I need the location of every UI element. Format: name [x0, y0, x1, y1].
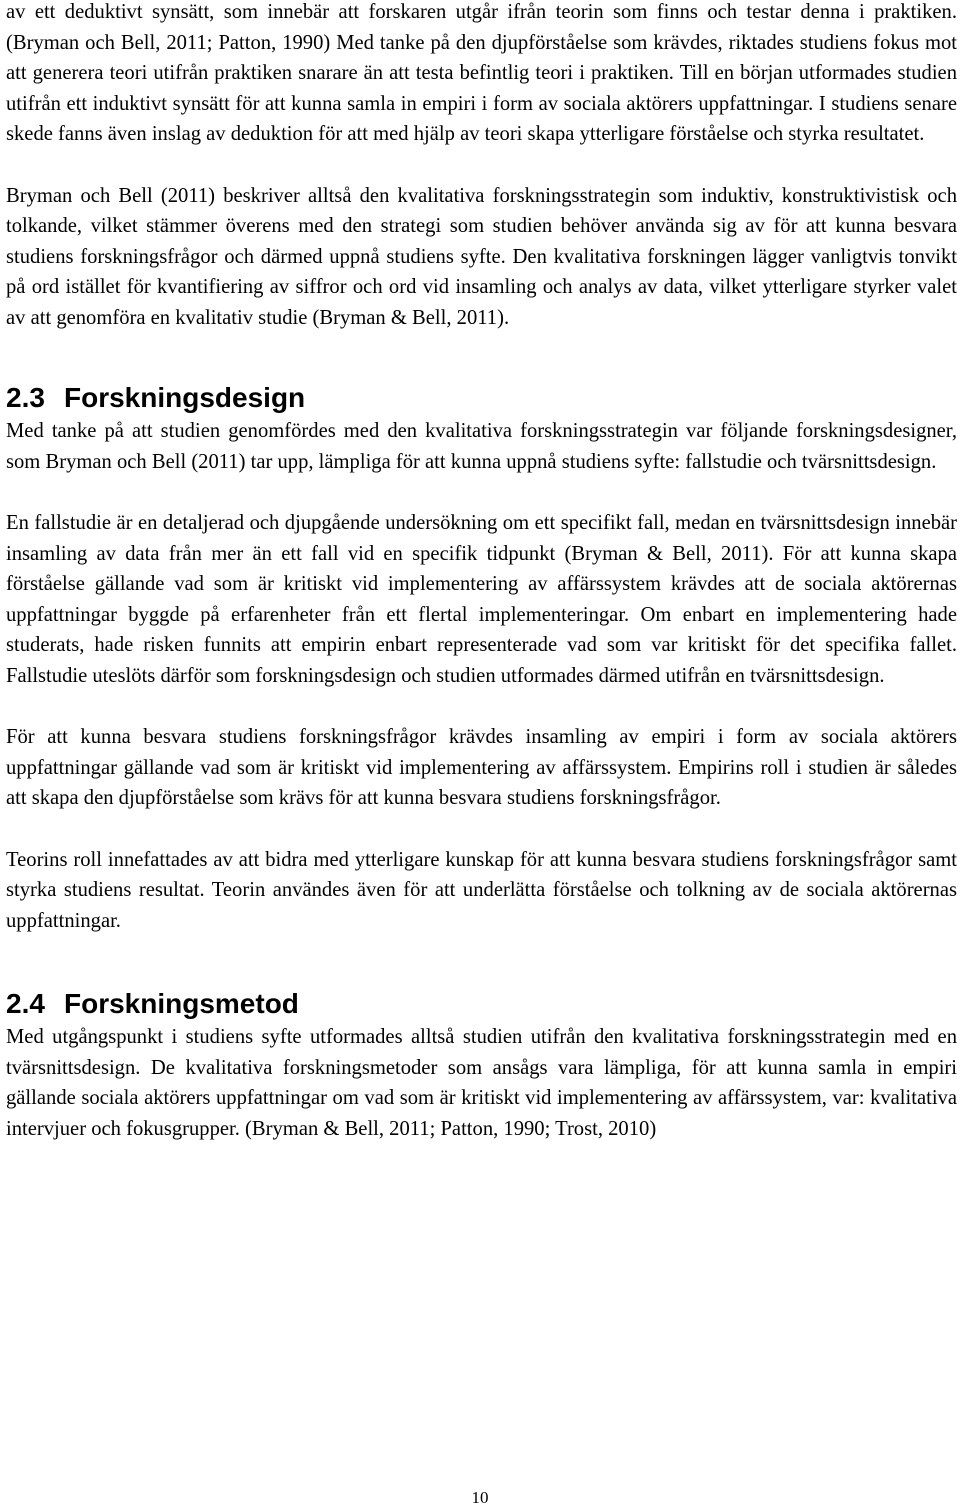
paragraph-research-designs: Med tanke på att studien genomfördes med den kvalitativa forskningsstrategin var följande forskningsdesigner, som Bryman och Bell (2011) tar upp, lämpliga för att kunna uppnå studiens syfte: fallstudie och tvärsnittsdesign.: [6, 420, 957, 473]
section-heading-forskningsmetod: [6, 986, 957, 1022]
section-title: Forskningsmetod: [64, 988, 299, 1019]
paragraph-research-methods: Med utgångspunkt i studiens syfte utformades alltså studien utifrån den kvalitativa forskningsstrategin med en tvärsnittsdesign. De kvalitativa forskningsmetoder som ansågs vara lämpliga, för att kunna samla in empiri gällande sociala aktörers uppfattningar om vad som är kritiskt vid implementering av affärssystem, var: kvalitativa intervjuer och fokusgrupper. (Bryman & Bell, 2011; Patton, 1990; Trost, 2010): [6, 1026, 957, 1140]
paragraph-case-study: En fallstudie är en detaljerad och djupgående undersökning om ett specifikt fall, medan en tvärsnittsdesign innebär insamling av data från mer än ett fall vid en specifik tidpunkt (Bryman & Bell, 2011). För att kunna skapa förståelse gällande vad som är kritiskt vid implementering av affärssystem krävdes att de sociala aktörernas uppfattningar byggde på erfarenheter från ett flertal implementeringar. Om enbart en implementering hade studerats, hade risken funnits att empirin enbart representerade vad som var kritiskt för det specifika fallet. Fallstudie uteslöts därför som forskningsdesign och studien utformades därmed utifrån en tvärsnittsdesign.: [6, 512, 957, 687]
paragraph-empirical-role: För att kunna besvara studiens forskningsfrågor krävdes insamling av empiri i form av sociala aktörers uppfattningar gällande vad som är kritiskt vid implementering av affärssystem. Empirins roll i studien är således att skapa den djupförståelse som krävs för att kunna besvara studiens forskningsfrågor.: [6, 726, 957, 809]
section-heading-forskningsdesign: [6, 380, 957, 416]
section-number: 2.4: [6, 988, 45, 1019]
document-page: [6, 0, 957, 1144]
page-number: 10: [471, 1488, 489, 1507]
section-number: 2.3: [6, 382, 45, 413]
paragraph-deductive-approach: av ett deduktivt synsätt, som innebär att forskaren utgår ifrån teorin som finns och testar denna i praktiken. (Bryman och Bell, 2011; Patton, 1990) Med tanke på den djupförståelse som krävdes, riktades studiens fokus mot att generera teori utifrån praktiken snarare än att testa befintlig teori i praktiken. Till en början utformades studien utifrån ett induktivt synsätt för att kunna samla in empiri i form av sociala aktörers uppfattningar. I studiens senare skede fanns även inslag av deduktion för att med hjälp av teori skapa ytterligare förståelse och styrka resultatet.: [6, 1, 957, 145]
section-title: Forskningsdesign: [64, 382, 306, 413]
paragraph-qualitative-strategy: Bryman och Bell (2011) beskriver alltså den kvalitativa forskningsstrategin som induktiv, konstruktivistisk och tolkande, vilket stämmer överens med den strategi som studien behöver använda sig av för att kunna besvara studiens forskningsfrågor och därmed uppnå studiens syfte. Den kvalitativa forskningen lägger vanligtvis tonvikt på ord istället för kvantifiering av siffror och ord vid insamling och analys av data, vilket ytterligare styrker valet av att genomföra en kvalitativ studie (Bryman & Bell, 2011).: [6, 184, 957, 329]
paragraph-theory-role: Teorins roll innefattades av att bidra med ytterligare kunskap för att kunna besvara studiens forskningsfrågor samt styrka studiens resultat. Teorin användes även för att underlätta förståelse och tolkning av de sociala aktörernas uppfattningar.: [6, 848, 957, 932]
